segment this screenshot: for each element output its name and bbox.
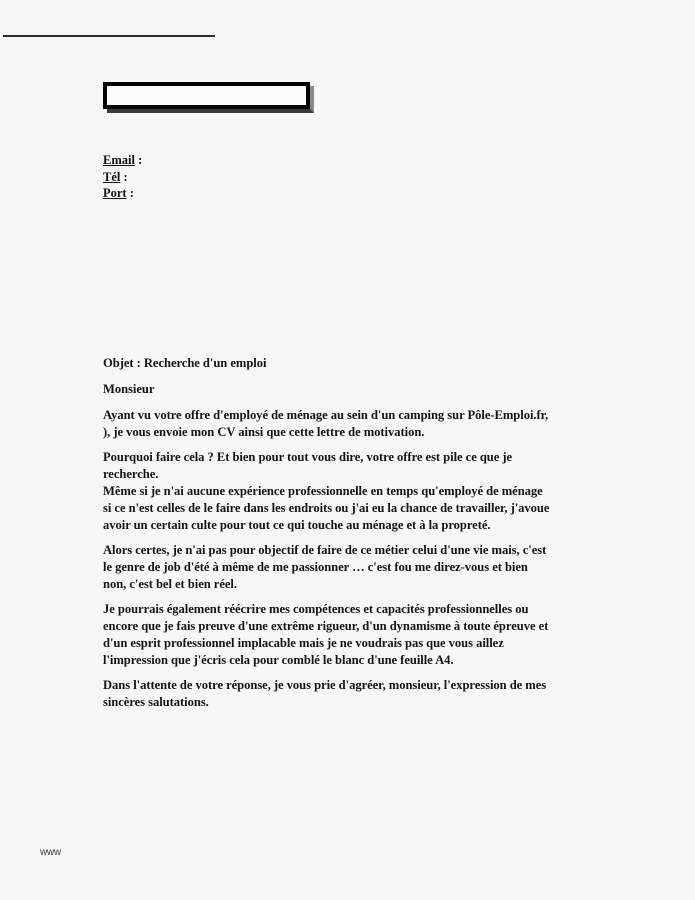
spacer-p4-p5 xyxy=(103,669,595,677)
contact-line-tel xyxy=(103,169,403,186)
header-name-box-underline-rule xyxy=(3,35,215,37)
letter-subject: Objet : Recherche d'un emploi xyxy=(103,356,267,370)
contact-label-tel: Tél xyxy=(103,169,121,184)
header-name-box xyxy=(103,82,310,109)
letter-paragraph-4-line-4: l'impression que j'écris cela pour comblé le blanc d'une feuille A4. xyxy=(103,653,454,667)
letter-paragraph-3-line-3: non, c'est bel et bien réel. xyxy=(103,577,237,591)
watermark-text: www xyxy=(40,847,61,858)
contact-colon-email: : xyxy=(134,153,143,167)
contact-line-port xyxy=(103,185,403,202)
letter-paragraph-2-line-5: avoir un certain culte pour tout ce qui touche au ménage et à la propreté. xyxy=(103,518,491,532)
letter-paragraph-4-line-1: Je pourrais également réécrire mes compétences et capacités professionnelles ou xyxy=(103,602,529,616)
letter-paragraph-1-line-2: ), je vous envoie mon CV ainsi que cette lettre de motivation. xyxy=(103,425,425,439)
letter-body xyxy=(103,355,595,711)
letter-paragraph-4-line-3: d'un esprit professionnel implacable mais je ne voudrais pas que vous aillez xyxy=(103,636,504,650)
letter-paragraph-2-line-4: si ce n'est celles de le faire dans les endroits ou j'ai eu la chance de travailler, j'avoue xyxy=(103,501,550,515)
header-name-box-frame[interactable] xyxy=(103,82,310,109)
letter-paragraph-4 xyxy=(103,601,595,669)
letter-paragraph-1 xyxy=(103,407,595,441)
spacer-p2-p3 xyxy=(103,534,595,542)
contact-colon-port: : xyxy=(126,186,134,200)
contact-label-email: Email xyxy=(103,153,135,167)
letter-paragraph-2 xyxy=(103,449,595,534)
letter-salutation: Monsieur xyxy=(103,382,155,396)
spacer-salutation-p1 xyxy=(103,398,595,407)
letter-paragraph-2-line-2: recherche. xyxy=(103,467,159,481)
spacer-subject-salutation xyxy=(103,372,595,381)
letter-paragraph-2-line-1: Pourquoi faire cela ? Et bien pour tout vous dire, votre offre est pile ce que je xyxy=(103,450,513,464)
spacer-p3-p4 xyxy=(103,593,595,601)
letter-paragraph-5-line-2: sincères salutations. xyxy=(103,695,209,709)
letter-paragraph-4-line-2: encore que je fais preuve d'une extrême rigueur, d'un dynamisme à toute épreuve et xyxy=(103,619,549,633)
contact-colon-tel: : xyxy=(120,169,128,184)
letter-paragraph-5-line-1: Dans l'attente de votre réponse, je vous prie d'agréer, monsieur, l'expression de mes xyxy=(103,678,547,692)
letter-paragraph-3-line-2: le genre de job d'été à même de me passionner … c'est fou me direz-vous et bien xyxy=(103,560,528,574)
letter-paragraph-5 xyxy=(103,677,595,711)
letter-paragraph-3-line-1: Alors certes, je n'ai pas pour objectif de faire de ce métier celui d'une vie mais, c'est xyxy=(103,543,547,557)
contact-label-port: Port xyxy=(103,186,127,200)
letter-paragraph-2-line-3: Même si je n'ai aucune expérience professionnelle en temps qu'employé de ménage xyxy=(103,484,543,498)
letter-paragraph-1-line-1: Ayant vu votre offre d'employé de ménage au sein d'un camping sur Pôle-Emploi.fr, xyxy=(103,408,549,422)
spacer-p1-p2 xyxy=(103,441,595,449)
contact-line-email xyxy=(103,152,403,169)
contact-block xyxy=(103,152,403,202)
letter-paragraph-3 xyxy=(103,542,595,593)
